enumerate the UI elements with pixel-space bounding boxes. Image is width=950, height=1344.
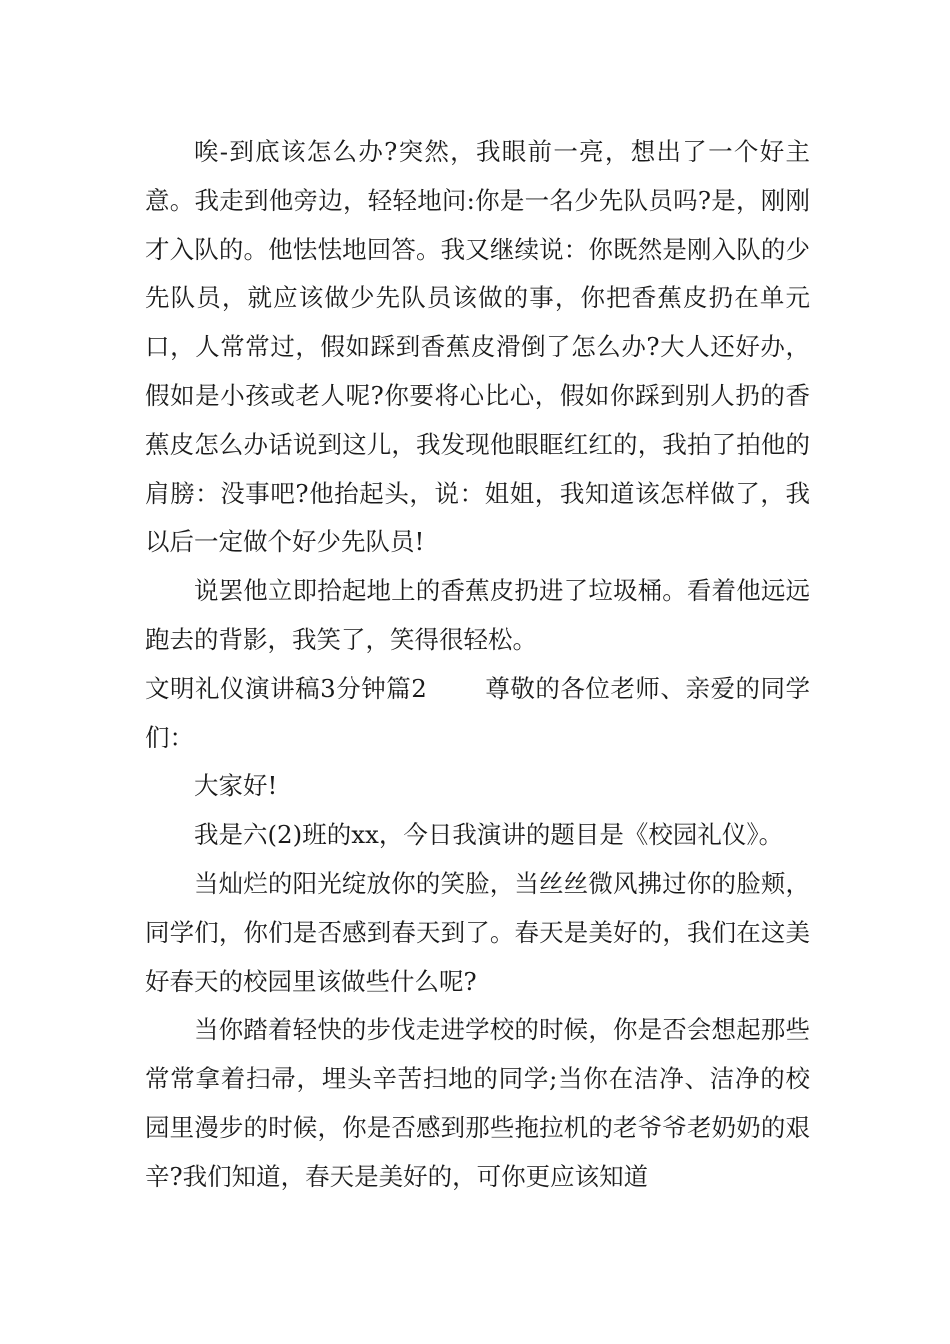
section-intro: 尊敬的各位老师、亲爱的同学们：: [145, 673, 810, 752]
document-body: [145, 128, 810, 1202]
body-paragraph: 说罢他立即拾起地上的香蕉皮扔进了垃圾桶。看着他远远跑去的背影，我笑了，笑得很轻松。: [145, 576, 810, 654]
section-title: 文明礼仪演讲稿3分钟篇2: [145, 673, 427, 703]
body-paragraph: 当灿烂的阳光绽放你的笑脸，当丝丝微风拂过你的脸颊，同学们，你们是否感到春天到了。春天是美好的，我们在这美好春天的校园里该做些什么呢?: [145, 868, 810, 996]
section-heading-line: [145, 665, 810, 763]
body-paragraph: 当你踏着轻快的步伐走进学校的时候，你是否会想起那些常常拿着扫帚，埋头辛苦扫地的同学;当你在洁净、洁净的校园里漫步的时候，你是否感到那些拖拉机的老爷爷老奶奶的艰辛?我们知道，春天是美好的，可你更应该知道: [145, 1015, 810, 1191]
body-paragraph: 我是六(2)班的xx，今日我演讲的题目是《校园礼仪》。: [194, 820, 784, 850]
body-paragraph: 唉-到底该怎么办?突然，我眼前一亮，想出了一个好主意。我走到他旁边，轻轻地问:你是一名少先队员吗?是，刚刚才入队的。他怯怯地回答。我又继续说：你既然是刚入队的少先队员，就应该做少先队员该做的事，你把香蕉皮扔在单元口，人常常过，假如踩到香蕉皮滑倒了怎么办?大人还好办，假如是小孩或老人呢?你要将心比心，假如你踩到别人扔的香蕉皮怎么办话说到这儿，我发现他眼眶红红的，我拍了拍他的肩膀：没事吧?他抬起头，说：姐姐，我知道该怎样做了，我以后一定做个好少先队员!: [145, 137, 810, 557]
body-paragraph: 大家好!: [194, 771, 278, 801]
